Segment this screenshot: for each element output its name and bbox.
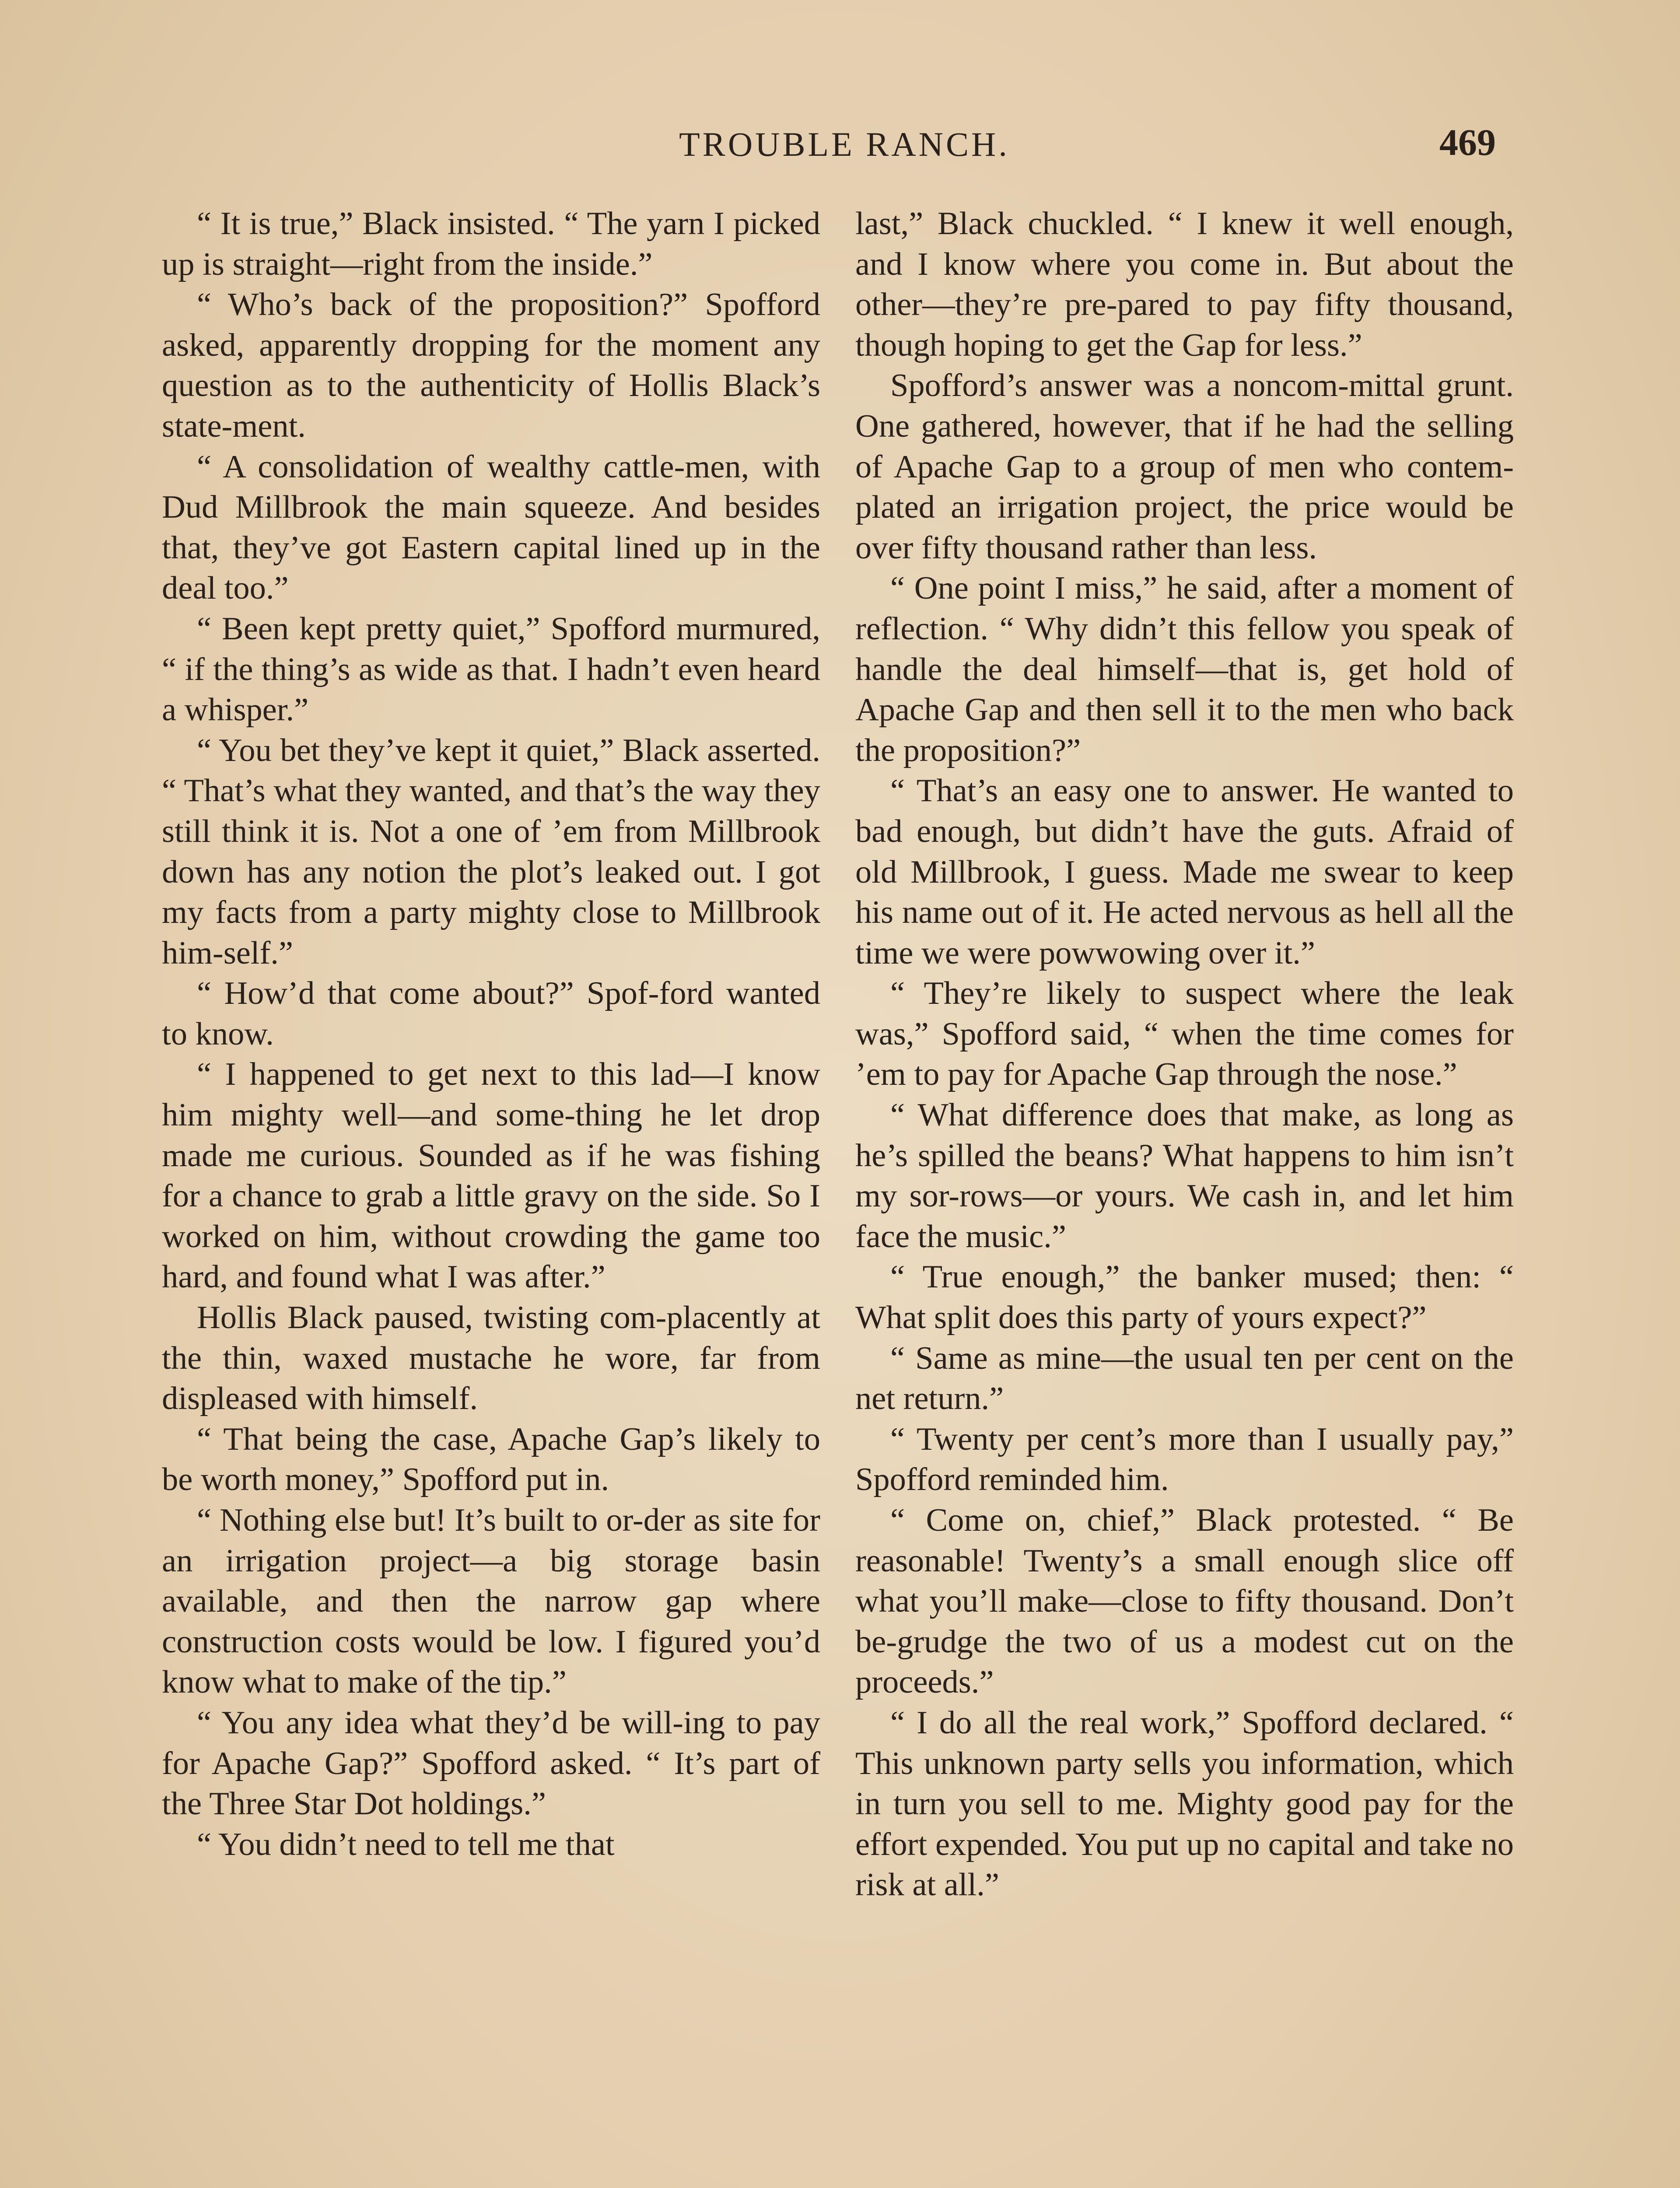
paragraph: “ You any idea what they’d be will-ing to pay for Apache Gap?” Spofford asked. “ It’s part of the Three Star Dot holdings.” (162, 1704, 820, 1822)
left-column (162, 203, 820, 1865)
paragraph: “ One point I miss,” he said, after a moment of reflection. “ Why didn’t this fellow you speak of handle the deal himself—that is, get hold of Apache Gap and then sell it to the men who back the proposition?” (855, 570, 1514, 768)
paragraph: “ Twenty per cent’s more than I usually pay,” Spofford reminded him. (855, 1421, 1514, 1498)
page-header (0, 121, 1680, 177)
paragraph: “ That being the case, Apache Gap’s likely to be worth money,” Spofford put in. (162, 1421, 820, 1498)
paragraph: “ They’re likely to suspect where the leak was,” Spofford said, “ when the time comes for ’em to pay for Apache Gap through the nose.” (855, 975, 1514, 1093)
paragraph: “ Come on, chief,” Black protested. “ Be reasonable! Twenty’s a small enough slice off what you’ll make—close to fifty thousand. Don’t be-grudge the two of us a modest cut on the proceeds.” (855, 1502, 1514, 1701)
page-number: 469 (1439, 121, 1496, 163)
running-title: TROUBLE RANCH. (679, 125, 1010, 163)
paragraph: “ A consolidation of wealthy cattle-men, with Dud Millbrook the main squeeze. And besides that, they’ve got Eastern capital lined up in the deal too.” (162, 449, 820, 607)
paragraph: “ That’s an easy one to answer. He wanted to bad enough, but didn’t have the guts. Afraid of old Millbrook, I guess. Made me swear to keep his name out of it. He acted nervous as hell all the time we were powwowing over it.” (855, 773, 1514, 971)
paragraph: Spofford’s answer was a noncom-mittal grunt. One gathered, however, that if he had the selling of Apache Gap to a group of men who contem-plated an irrigation project, the price would be over fifty thousand rather than less. (855, 368, 1514, 566)
paragraph: “ Been kept pretty quiet,” Spofford murmured, “ if the thing’s as wide as that. I hadn’t even heard a whisper.” (162, 610, 820, 728)
right-column (855, 203, 1514, 1905)
paragraph: “ Nothing else but! It’s built to or-der as site for an irrigation project—a big storage basin available, and then the narrow gap where construction costs would be low. I figured you’d know what to make of the tip.” (162, 1502, 820, 1701)
paragraph: “ True enough,” the banker mused; then: “ What split does this party of yours expect?” (855, 1259, 1514, 1336)
paragraph: “ You didn’t need to tell me that (197, 1826, 615, 1862)
paragraph: “ It is true,” Black insisted. “ The yarn I picked up is straight—right from the inside.” (162, 206, 820, 282)
paragraph: “ I happened to get next to this lad—I know him mighty well—and some-thing he let drop made me curious. Sounded as if he was fishing for a chance to grab a little gravy on the side. So I worked on him, without crowding the game too hard, and found what I was after.” (162, 1056, 820, 1295)
paragraph: “ How’d that come about?” Spof-ford wanted to know. (162, 975, 820, 1052)
paragraph: “ You bet they’ve kept it quiet,” Black asserted. “ That’s what they wanted, and that’s the way they still think it is. Not a one of ’em from Millbrook down has any notion the plot’s leaked out. I got my facts from a party mighty close to Millbrook him-self.” (162, 732, 820, 971)
paragraph: “ I do all the real work,” Spofford declared. “ This unknown party sells you information, which in turn you sell to me. Mighty good pay for the effort expended. You put up no capital and take no risk at all.” (855, 1704, 1514, 1903)
paragraph-continued: last,” Black chuckled. “ I knew it well enough, and I know where you come in. But about the other—they’re pre-pared to pay fifty thousand, though hoping to get the Gap for less.” (855, 206, 1514, 363)
paragraph: “ What difference does that make, as long as he’s spilled the beans? What happens to him isn’t my sor-rows—or yours. We cash in, and let him face the music.” (855, 1097, 1514, 1255)
paragraph: Hollis Black paused, twisting com-placently at the thin, waxed mustache he wore, far from displeased with himself. (162, 1300, 820, 1417)
paragraph: “ Same as mine—the usual ten per cent on the net return.” (855, 1340, 1514, 1417)
paragraph: “ Who’s back of the proposition?” Spofford asked, apparently dropping for the moment any question as to the authenticity of Hollis Black’s state-ment. (162, 287, 820, 444)
